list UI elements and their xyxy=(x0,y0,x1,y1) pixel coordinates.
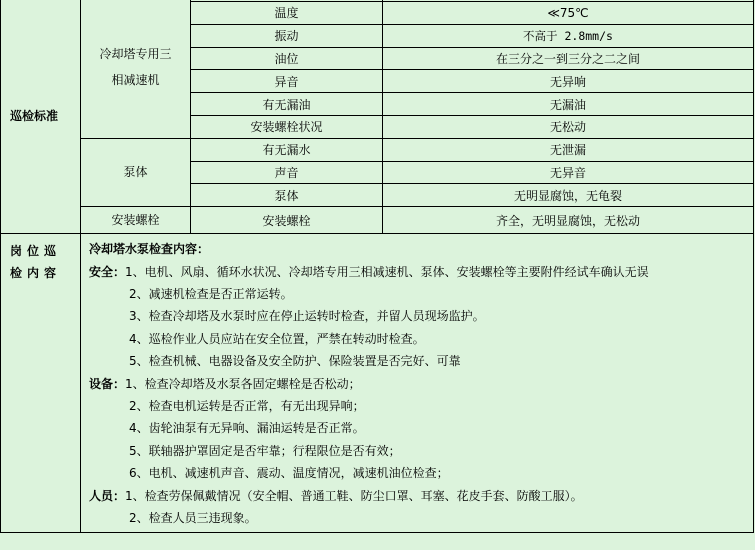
inspection-standard-label: 巡检标准 xyxy=(1,0,81,234)
list-item: 2、检查电机运转是否正常，有无出现异响； xyxy=(129,399,365,414)
item-cell: 有无漏水 xyxy=(191,138,383,161)
table-row xyxy=(1,207,754,234)
duty-content xyxy=(81,234,754,533)
list-item: 3、检查冷却塔及水泵时应在停止运转时检查，并留人员现场监护。 xyxy=(129,309,485,324)
list-item: 4、巡检作业人员应站在安全位置，严禁在转动时检查。 xyxy=(129,331,425,346)
duty-label: 岗位巡检内容 xyxy=(1,234,81,533)
item-cell: 异音 xyxy=(191,70,383,93)
duty-heading: 冷却塔水泵检查内容： xyxy=(89,242,210,257)
standard-cell: ≪75℃ xyxy=(383,2,754,25)
table-row xyxy=(1,138,754,161)
list-item: 2、检查人员三违现象。 xyxy=(129,511,257,526)
item-cell: 振动 xyxy=(191,24,383,47)
duty-category: 人员： xyxy=(89,488,126,503)
item-cell: 温度 xyxy=(191,2,383,25)
group-name: 泵体 xyxy=(81,138,191,206)
list-item: 4、齿轮油泵有无异响、漏油运转是否正常。 xyxy=(129,421,365,436)
group-name: 安装螺栓 xyxy=(81,207,191,234)
standard-cell: 无明显腐蚀，无龟裂 xyxy=(383,184,754,207)
item-cell: 安装螺栓状况 xyxy=(191,115,383,138)
duty-category: 设备： xyxy=(89,376,126,391)
list-item: 6、电机、减速机声音、震动、温度情况，减速机油位检查； xyxy=(129,466,449,481)
standard-cell: 齐全，无明显腐蚀，无松动 xyxy=(383,207,754,234)
standard-cell: 无异响 xyxy=(383,70,754,93)
item-cell: 油位 xyxy=(191,47,383,70)
standard-cell: 无漏油 xyxy=(383,93,754,116)
list-item: 5、联轴器护罩固定是否牢靠；行程限位是否有效； xyxy=(129,443,401,458)
standard-cell: 无异音 xyxy=(383,161,754,184)
standard-cell: 在三分之一到三分之二之间 xyxy=(383,47,754,70)
list-item: 2、减速机检查是否正常运转。 xyxy=(129,286,293,301)
duty-category: 安全： xyxy=(89,264,126,279)
duty-row xyxy=(1,234,754,533)
list-item: 人员：1、检查劳保佩戴情况（安全帽、普通工鞋、防尘口罩、耳塞、花皮手套、防酸工服）。 xyxy=(89,488,583,503)
item-cell: 泵体 xyxy=(191,184,383,207)
list-item: 5、检查机械、电器设备及安全防护、保险装置是否完好、可靠 xyxy=(129,354,461,369)
list-item: 设备：1、检查冷却塔及水泵各固定螺栓是否松动； xyxy=(89,376,361,391)
group-name: 冷却塔专用三相减速机 xyxy=(81,0,191,138)
standard-cell: 不高于 2.8mm/s xyxy=(383,24,754,47)
standard-cell: 无泄漏 xyxy=(383,138,754,161)
standard-cell: 无松动 xyxy=(383,115,754,138)
item-cell: 有无漏油 xyxy=(191,93,383,116)
item-cell: 安装螺栓 xyxy=(191,207,383,234)
list-item: 安全：1、电机、风扇、循环水状况、冷却塔专用三相减速机、泵体、安装螺栓等主要附件经试车确认无误 xyxy=(89,264,649,279)
item-cell: 声音 xyxy=(191,161,383,184)
